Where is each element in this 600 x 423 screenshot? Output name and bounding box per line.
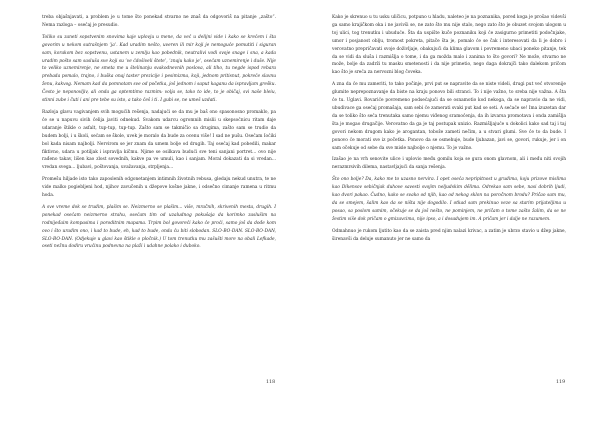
paragraph: Izašao je na vrh senovite ulice i uplovio među gomilu koja se gura onom glavnom, ali i među niti svojih nerazmrsivih dilema, nastavljajući da sanja rešenja. — [332, 157, 566, 171]
paragraph: Odmahnuo je rukom ljutito kao da se zaista pred njim nalazi krivac, a zatim je ubrzo stavio u džep jakne, širenavši da deluje sumanuto jer ne samo da — [332, 228, 566, 242]
right-page-text — [332, 14, 566, 247]
paragraph: Razloja glavu vagivanjem svih mogućih rešenja, nadajući se da mu je baš ono spasonosno promaklo, pa će se u napuvu sivih ćelija javiti odnekud. Svakom udarcu ogromnih mislii u skepsoćnicu ritam daje udaranje štikle o asfalt, tup-tup, tup-tup. Zašto sam se takmičio sa drugima, zašto sam se trudio da budem bolji, i u školi, sećam se škole, uvek je moralo da bude za ocenu više! I sad ne pušu. Osećam Ioćiki bol kada nisam najbolji. Nervirom se jer znam da umem bolje od drugih. Taj osećaj kad pobedili, makar fiktivno, udara u potiljak i ispravlja kičmu. Njime se osilkava budući sve teni sanjani portret... ovo nije rađeno takav, lišen kao zlost sovednih, kakve pa ve umuli, kao i sanjam. Moral dokazati da si vredan... vredan svega... ljubavi, poštovanja, uvažavanja, strpljenja... — [42, 109, 276, 171]
paragraph-italic: Toliko su zaneti sopstvenim snovima kaje uplovju u mene, da već u delijni vide i kako se krećem i šta govorim u nekom sutrašnjem ‘ja’. Kad uradim nešto, uveren ili mir koji je nemoguće pomutiti i siguran sam, korakom bez sopstvenu, ustanem u zemlju kao pobednik, neutralivi vodi svoje snage i sna, a kada uradim pošto sam sasluša sve koji su ‘ve ćdošiveli štete’, ‘znaju kako je’, osećam uznemirenje i duše. Nije to veliko uznemirenje, ne smeta me u štelinanju svakodnevnih poslova, ali tiho, tu negde ispod rebara prebada pomalo, trajno, i buška onaj taster prezicije i pesimizma, koji, jednom pritisnut, pokreće slavnu ženu, kakvog. Nemam kad da pomnotam sve od početka, još jednom i saput kaganu da ispravljam grešku. Često je neponovljiv, ali onda ga optemtimo razmim: volja se, tako to ide, to je običaj, svi naše bleiu, stinni zube i čuti i ani pre tebe su isto, a tako ćeš i ti. I gubi se, ne umeš uzdati. — [42, 34, 276, 104]
paragraph-italic: Što ono bolje? Da, kako me to uzasno nervira. I opet osećа nepripitnost u grudima, koju prizove mislima kao Dikensov sebičnjak duhove savesti svojim neljudskim dělima. Odrekao sam sebe, nasi dobrih ljudi, kao dvori pakao. Čudno, kako se svako od njih, kao od nekog sklon na poročnom brodu? Pričao sam mu, da se smejem, šalim kao da se ništa nije dogodilo. I otkad sam prekinuo vezе sa starim prijateljima u posao, sa poslom samim, očekuje se da još nešto, ne pominjem, ne pričam o tome zašto žalim, da se ne žestim više dok pričam o gmizavcima, nije ipso, a i dosadujem im. A pričam jer i dalje ne razumem. — [332, 177, 566, 222]
paragraph: treba objašnjavati, a problem je u tome što ponekad stvarno ne znaš da odgovoriš na pitanje „zašto“. Nema razloga – osećaj je presudio. — [42, 15, 276, 28]
paragraph-italic: A sve vreme dok se trudim, plašim se. Neizmerno se plašim... više, mračnih, skrivenih mesta, drugih. I ponekad osećam neizmerno strahu, osećam tim od uzaludnog pokušaja da korimko zaslušim na rodnijeđaim kompasima i poroditnim mapama. Trpim bol govoreći kako će proći, samo još da dođe kom ovo i što uradim ono, i kad to bude, eh, kad to bude, onda ću biti slobodan. SLO-BO-DAN. SLO-BO-DAN, SLO-BO-DAN. (Odjekuje u glavi kao štikle o pločnik.) U tom trenutku mu zašušti more na obali Lefkade, oseti nežnu dodiru vrućinu podnevna na plaži i udahne polako i duboko. — [42, 204, 276, 250]
right-page — [300, 0, 600, 423]
paragraph: A zna da će mu zameriti, to tako počinje, prvi put se napravite da se niste videli, drugi put već otvorenije glumite neprepoznavanje da biste na kraju ponovo bili stranci. To i nije važno, to sreba nije važna. A šta će tu. Uglavi. Rovariće povremeno podsećajući da se osnamotio kod nekoga, da se napravio da ne vidi, ubudivace ga osećaj promašaja, sam sebi će zamerati svaki put kad se seti. A sećaće se! Ima izuzetan dar da se toliko što seća trenutaka samo njemu viđenog sramoćenja, da ih izvarsa promotava i onda zamišlja šta je mogao drugačije. Verovatno da ga je taj postupak unizio. Razmišljajuće u dokolici kako sad taj i taj govori nekom drugom kako je arogantan, tobože zameti nečim, a u stvari glumi. Sve će to da bude. I ponovo će morati sve iz početka. Ponovo da se osmehuje, bude ljubazan, javi se, govori, rukuje, jer i on sam očekuje od sebe da sve misle najbolje o njemu. To je važno. — [332, 82, 566, 151]
page-number: 118 — [266, 380, 276, 385]
page-number: 119 — [556, 380, 566, 385]
paragraph: Promešu hiljade isto tako zaposlenih odgonetanjem intimnih životnih rebusa, gledaju nekud unutra, te ne vide malko pogiebljeni hod, njihov zavučenih u džepove košne jakne, i odsečno cimanje ramena u ritmu hoda. — [42, 177, 276, 199]
left-page-text — [42, 14, 276, 255]
paragraph: Kako je skrenuo u tu usku uličicu, potpuno u hladu, naletеo je na poznanika, pored koga je prošao videvši ga samo krajičkom oka i ne javivši se, ne zato što mu nije stalo, nego zato što je obuzet svojom ulogom u toj ulici, tog trenutku i ubuduće. Šta da uspište kuče poznaniku koji će zasigurno primetiti podočnjake, umor i posjanost oblju, tromost pokreta, pitače šta je, pomalo će se čak i interesovati da li je dobro i verovatno prepričavati svoje doživljaje, obakujući da klima glavom i povremeno ubaci poneko pitanje, tek da se vidi da sluša i razmišlja o tome, i da ga možda malo i zanima to što govori? Ne može, stvarno ne može, bolje da zadrži tu masku smetenosti i da nije primetio, nego daga dokrajči tako dalekom pričom kao što je sreća za nervozni blog čoveka. — [332, 15, 566, 76]
